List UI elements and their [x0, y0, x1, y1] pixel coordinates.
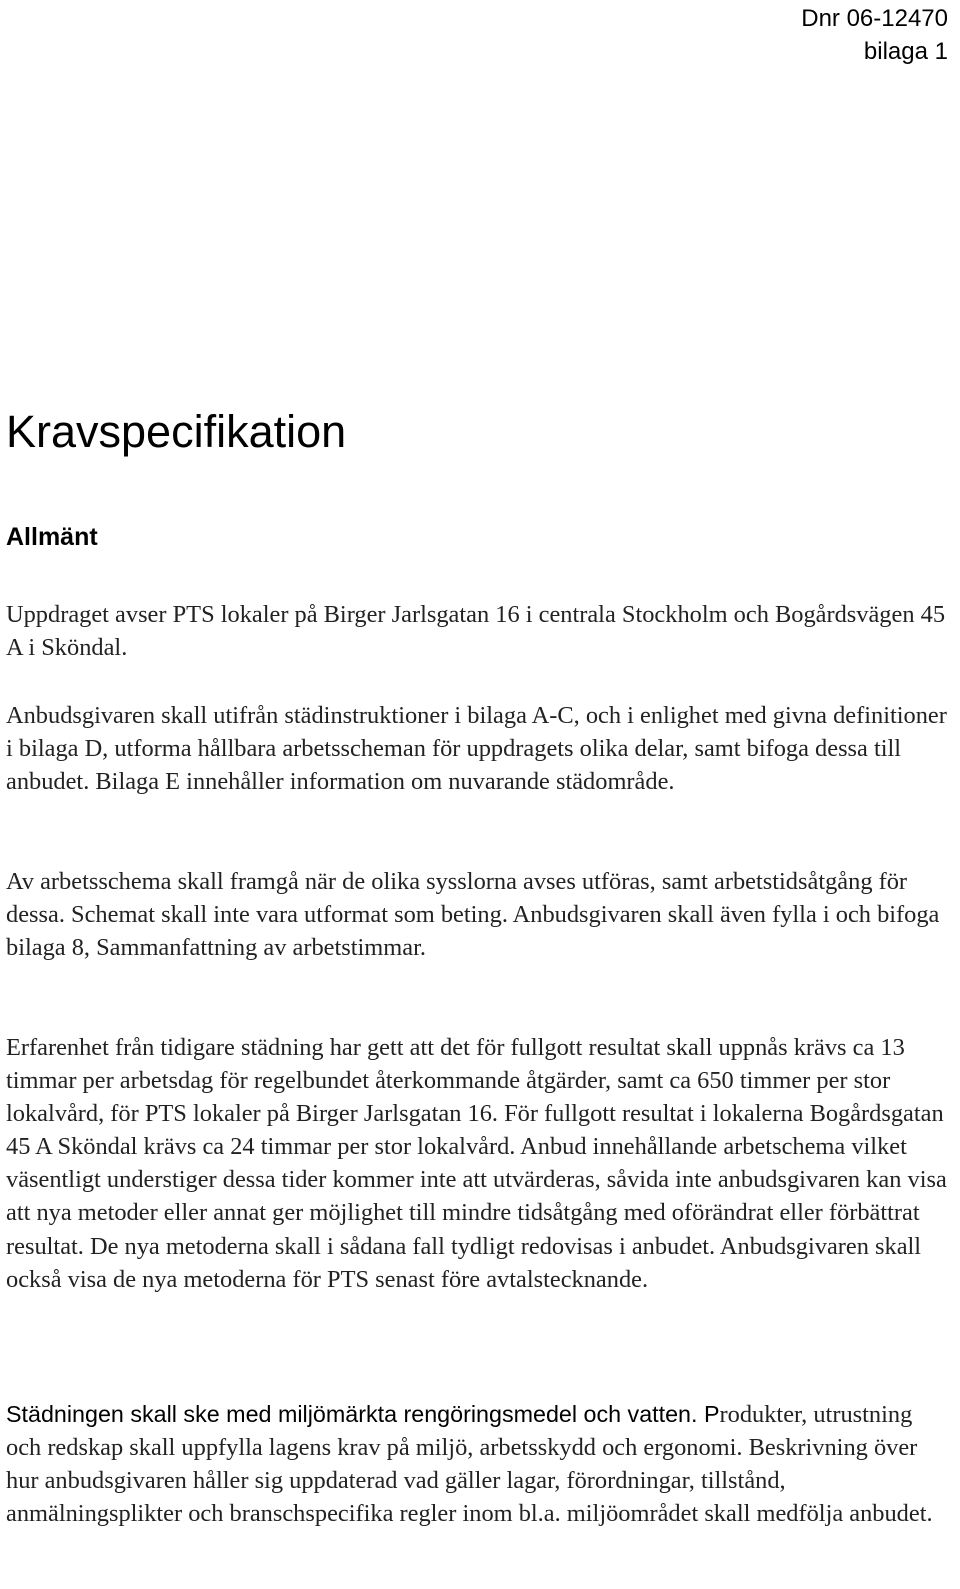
- environment-rest-text: rodukter, utrustning och redskap skall uppfylla lagens krav på miljö, arbetsskydd och ergonomi. Beskrivning över hur anbudsgivaren håller sig uppdaterad vad gäller lagar, förordningar, tillstånd, anmälningsplikter och branschspecifika regler inom bl.a. miljöområdet skall medfölja anbudet.: [6, 1401, 933, 1528]
- paragraph-experience: Erfarenhet från tidigare städning har gett att det för fullgott resultat skall uppnås krävs ca 13 timmar per arbetsdag för regelbundet återkommande åtgärder, samt ca 650 timmer per stor lokalvård, för PTS lokaler på Birger Jarlsgatan 16. För fullgott resultat i lokalerna Bogårdsgatan 45 A Sköndal krävs ca 24 timmar per stor lokalvård. Anbud innehållande arbetschema vilket väsentligt understiger dessa tider kommer inte att utvärderas, såvida inte anbudsgivaren kan visa att nya metoder eller annat ger möjlighet till mindre tidsåtgång med oförändrat eller förbättrat resultat. De nya metoderna skall i sådana fall tydligt redovisas i anbudet. Anbudsgivaren skall också visa de nya metoderna för PTS senast före avtalstecknande.: [6, 1034, 947, 1293]
- paragraph-assignment: Uppdraget avser PTS lokaler på Birger Jarlsgatan 16 i centrala Stockholm och Bogårdsvägen 45 A i Sköndal.: [6, 601, 946, 662]
- section-heading: Allmänt: [6, 523, 98, 551]
- attachment-label: bilaga 1: [863, 38, 948, 65]
- paragraph-environment: [6, 1398, 951, 1530]
- document-title: Kravspecifikation: [6, 406, 347, 457]
- document-reference: [801, 2, 948, 68]
- diary-number: Dnr 06-12470: [801, 5, 948, 32]
- paragraph-schedule-content: Av arbetsschema skall framgå när de olika sysslorna avses utföras, samt arbetstidsåtgång för dessa. Schemat skall inte vara utformat som beting. Anbudsgivaren skall även fylla i och bifoga bilaga 8, Sammanfattning av arbetstimmar.: [6, 868, 940, 962]
- environment-lead-sentence: Städningen skall ske med miljömärkta rengöringsmedel och vatten. P: [6, 1401, 720, 1427]
- paragraph-work-schedules: Anbudsgivaren skall utifrån städinstruktioner i bilaga A-C, och i enlighet med givna definitioner i bilaga D, utforma hållbara arbetsscheman för uppdragets olika delar, samt bifoga dessa till anbudet. Bilaga E innehåller information om nuvarande städområde.: [6, 702, 947, 796]
